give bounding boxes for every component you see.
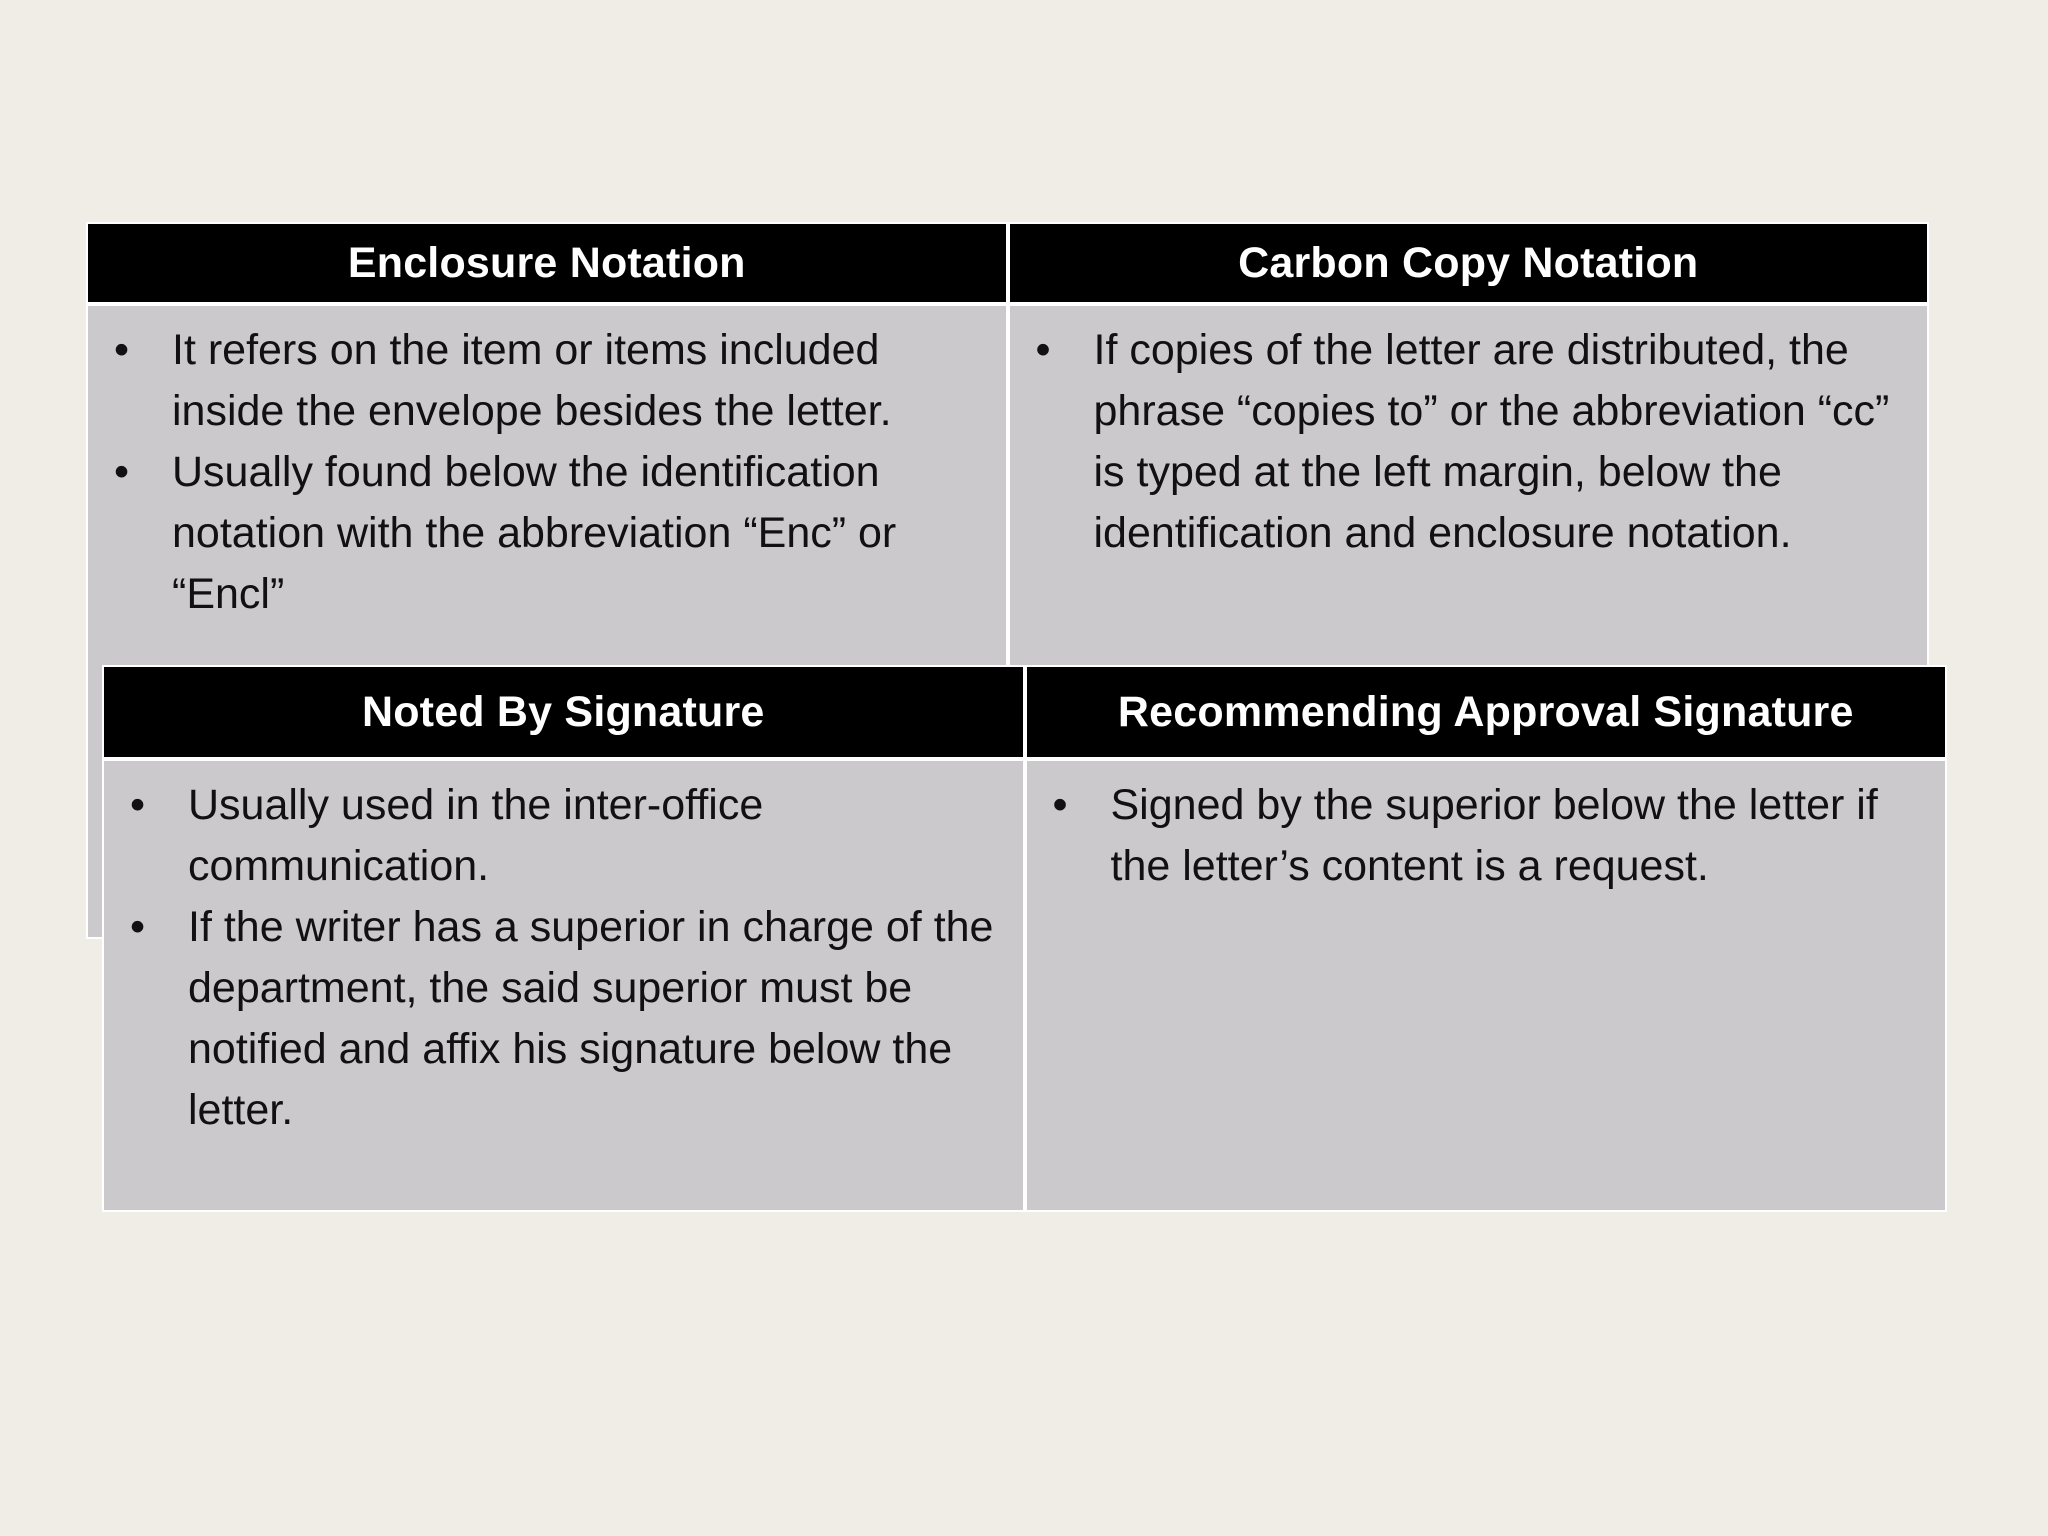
- bullet-icon: •: [114, 448, 130, 496]
- bullet-icon: •: [1052, 781, 1068, 829]
- signature-table: [102, 665, 1947, 1212]
- list-item: [108, 320, 988, 442]
- enclosure-notation-header: Enclosure Notation: [88, 224, 1006, 302]
- bullet-text: Usually found below the identification notation with the abbreviation “Enc” or “Encl”: [172, 448, 897, 618]
- list-item: [124, 897, 1005, 1141]
- list-item: [1030, 320, 1910, 564]
- bullet-text: It refers on the item or items included inside the envelope besides the letter.: [172, 326, 892, 435]
- noted-by-signature-header: Noted By Signature: [104, 667, 1023, 757]
- bullet-text: If the writer has a superior in charge of the department, the said superior must be notified and affix his signature below the letter.: [188, 903, 994, 1134]
- bullet-icon: •: [130, 781, 146, 829]
- bullet-text: Usually used in the inter-office communication.: [188, 781, 764, 890]
- list-item: [124, 775, 1005, 897]
- noted-by-signature-list: [124, 775, 1005, 1141]
- list-item: [108, 442, 988, 625]
- list-item: [1047, 775, 1928, 897]
- bullet-icon: •: [114, 326, 130, 374]
- recommending-approval-signature-header: Recommending Approval Signature: [1027, 667, 1946, 757]
- bullet-icon: •: [130, 903, 146, 951]
- bullet-text: If copies of the letter are distributed, the phrase “copies to” or the abbreviation “cc” is typed at the left margin, below the identification and enclosure notation.: [1093, 326, 1890, 557]
- recommending-approval-signature-cell: [1027, 761, 1946, 1210]
- recommending-approval-signature-list: [1047, 775, 1928, 897]
- noted-by-signature-cell: [104, 761, 1023, 1210]
- bullet-text: Signed by the superior below the letter if the letter’s content is a request.: [1110, 781, 1878, 890]
- bullet-icon: •: [1035, 326, 1051, 374]
- carbon-copy-notation-list: [1030, 320, 1910, 564]
- carbon-copy-notation-header: Carbon Copy Notation: [1010, 224, 1928, 302]
- enclosure-notation-list: [108, 320, 988, 625]
